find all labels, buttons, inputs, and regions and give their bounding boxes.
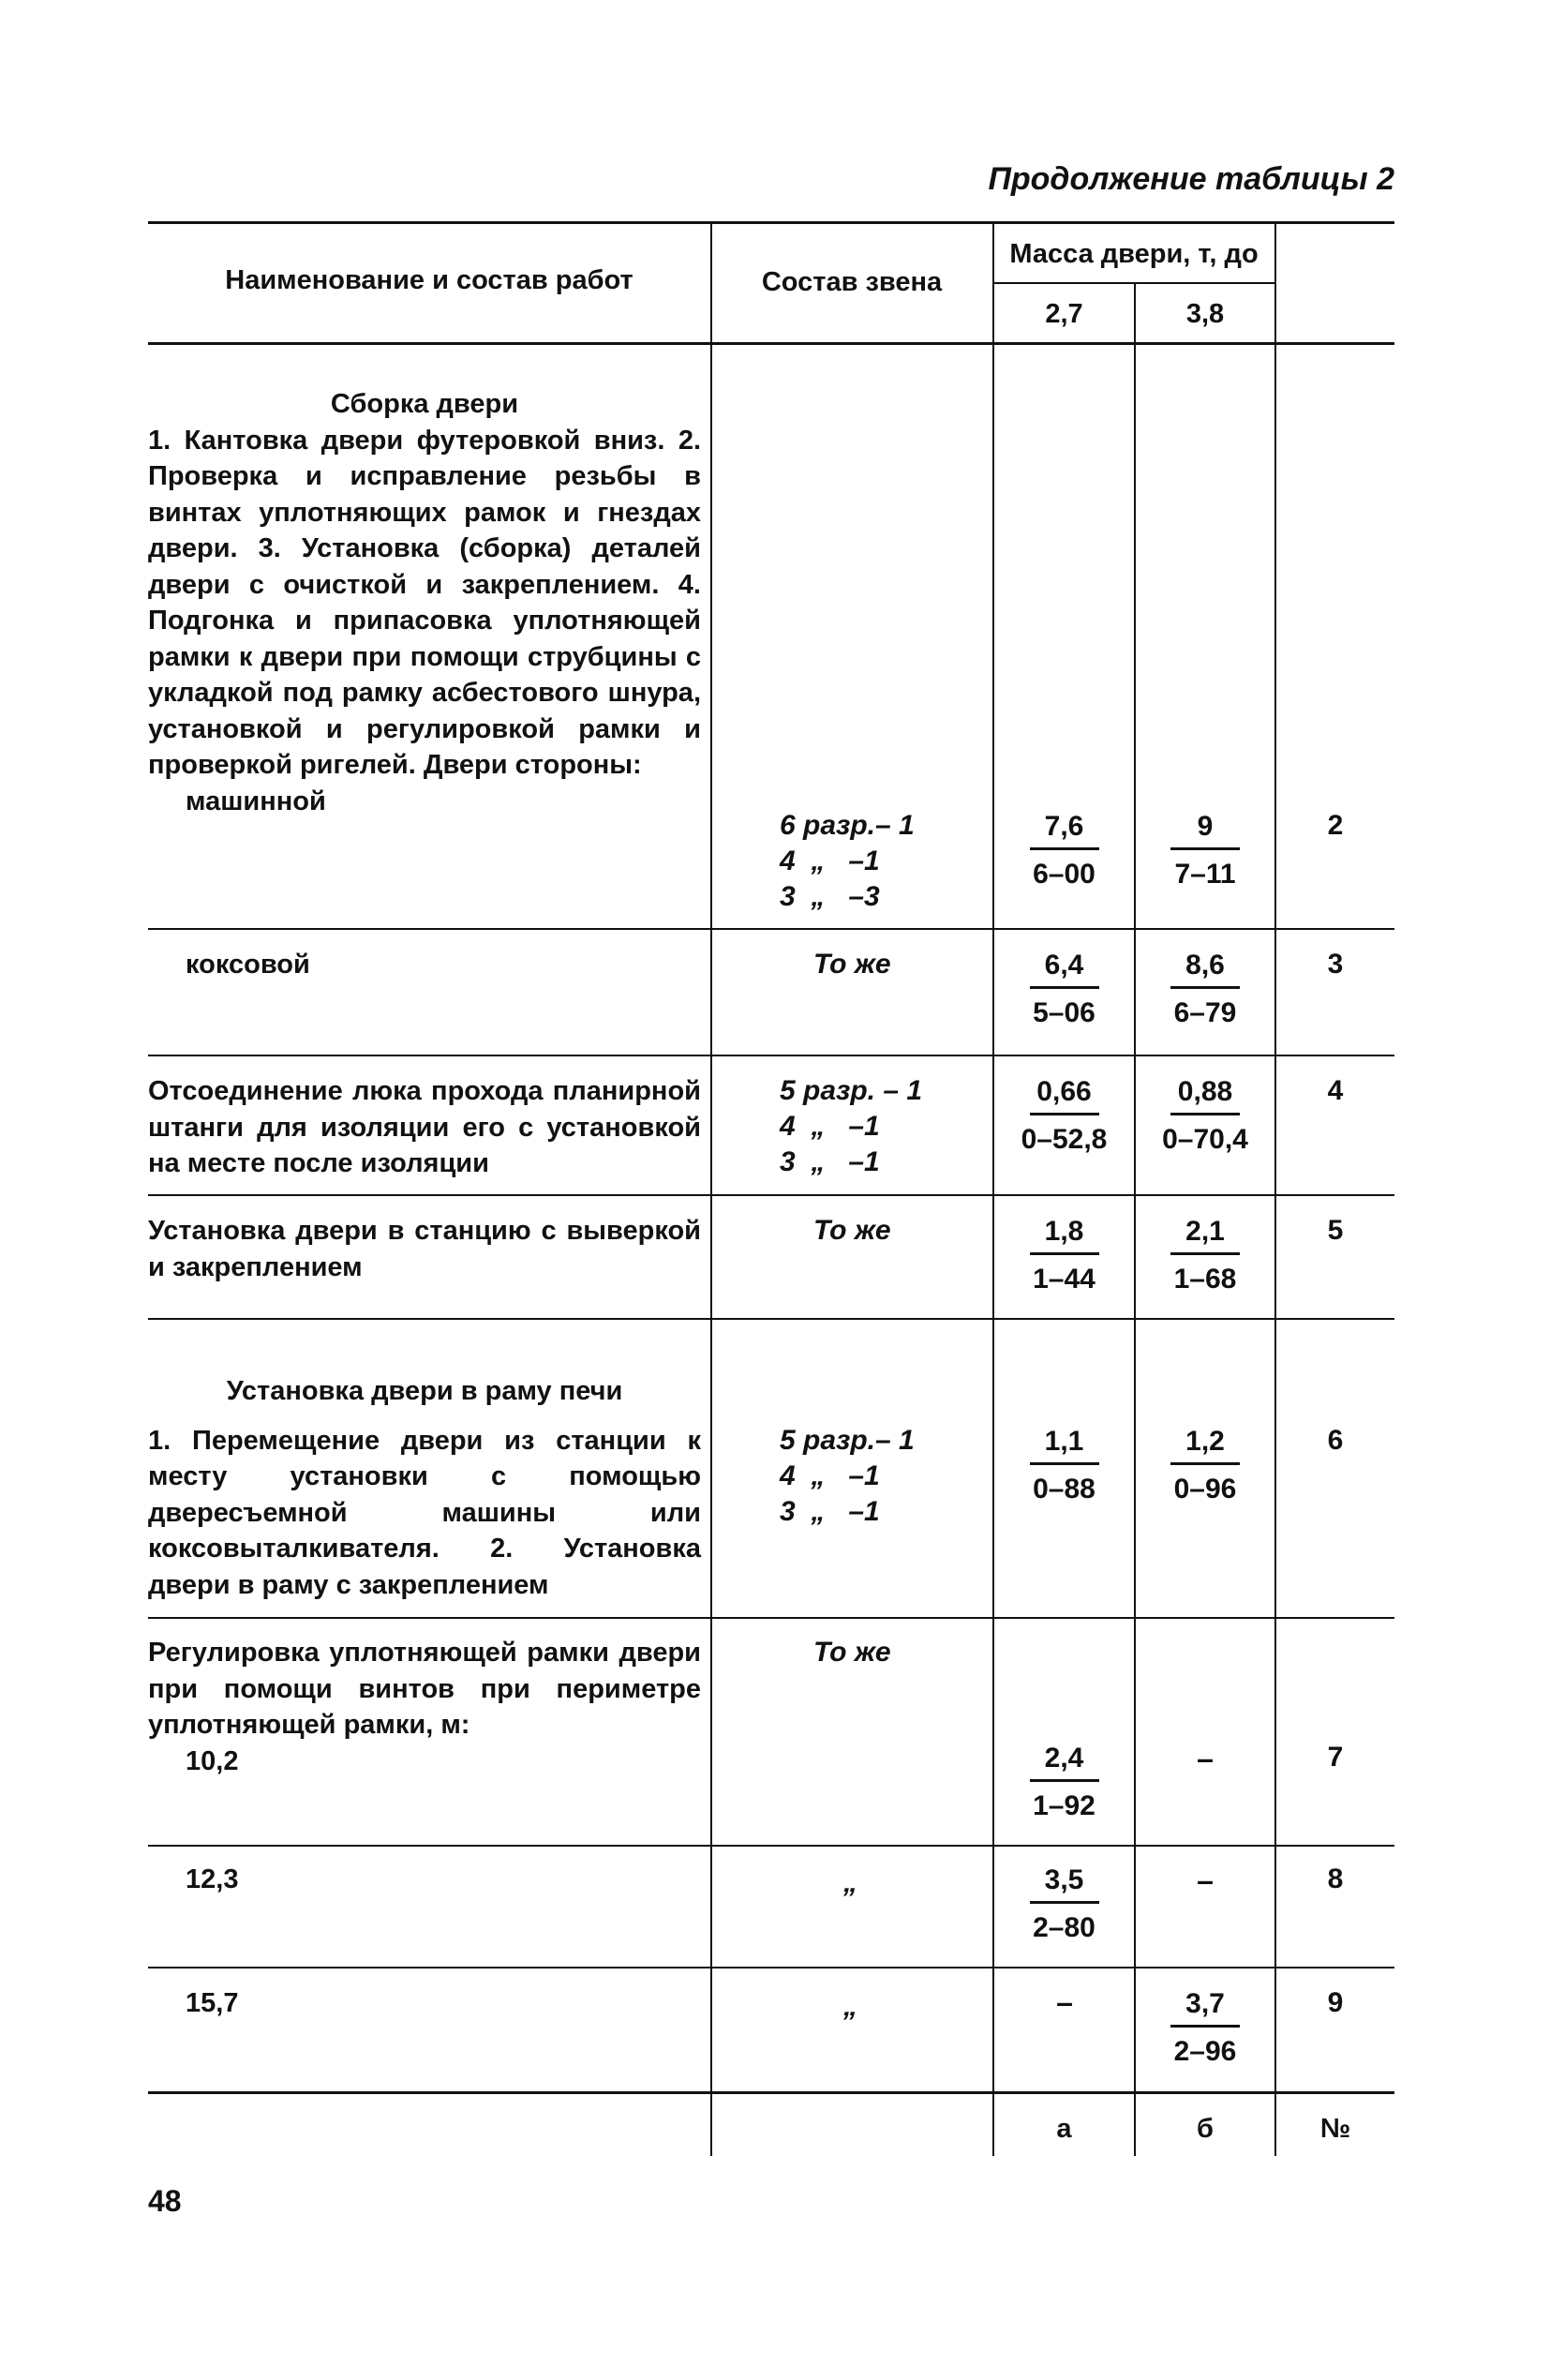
row3-mass-a	[994, 1073, 1134, 1159]
row3-description: Отсоединение люка прохода планирной штанги для изоляции его с установкой на месте после изоляции	[148, 1076, 701, 1178]
row5-mass-a-norm: 1,1	[1044, 1426, 1084, 1457]
row4-mass-b-norm: 2,1	[1185, 1216, 1225, 1247]
row6-text: Регулировка уплотняющей рамки двери при помощи винтов при периметре уплотняющей рамки, м:	[148, 1638, 701, 1740]
rule-row1	[148, 928, 1394, 930]
rule-row8	[148, 2091, 1394, 2094]
header-mass: Масса двери, т, до	[1009, 239, 1259, 269]
row8-mass-b	[1136, 1985, 1274, 2071]
row4-description: Установка двери в станцию с выверкой и закреплением	[148, 1216, 701, 1282]
row2-mass-a	[994, 947, 1134, 1032]
row1-mass-a-norm: 7,6	[1044, 811, 1084, 842]
row8-mass-b-price: 2–96	[1173, 2036, 1237, 2067]
row7-mass-a	[994, 1862, 1134, 1947]
header-mass-b: 3,8	[1185, 299, 1225, 329]
row5-mass-b-price: 0–96	[1173, 1474, 1237, 1504]
header-name: Наименование и состав работ	[225, 265, 633, 295]
row4-number: 5	[1327, 1215, 1344, 1246]
row1-number: 2	[1327, 810, 1344, 841]
row7-sub: 12,3	[186, 1864, 239, 1894]
rule-row4	[148, 1318, 1394, 1320]
header-mass-a: 2,7	[1045, 299, 1083, 329]
row8-description	[148, 1985, 701, 2022]
rule-top	[148, 221, 1394, 224]
row4-mass-a	[994, 1213, 1134, 1298]
row1-mass-b	[1136, 808, 1274, 893]
row1-crew: 6 разр.– 1 4 „ –1 3 „ –3	[780, 810, 915, 912]
row3-number: 4	[1327, 1075, 1344, 1106]
row1-mass-b-price: 7–11	[1174, 859, 1236, 890]
row4-crew: То же	[813, 1215, 891, 1246]
footer-col-b: б	[1197, 2114, 1214, 2144]
row1-mass-a-price: 6–00	[1033, 859, 1095, 890]
row5-mass-b-norm: 1,2	[1185, 1426, 1225, 1457]
row7-crew: „	[843, 1867, 857, 1898]
vrule-name	[710, 221, 712, 2156]
row6-sub: 10,2	[186, 1745, 239, 1776]
row1-sub: машинной	[186, 786, 326, 816]
row8-mass-b-norm: 3,7	[1185, 1988, 1225, 2019]
row5-description	[148, 1373, 701, 1603]
row5-mass-b	[1136, 1423, 1274, 1508]
row6-mass-a-price: 1–92	[1033, 1790, 1095, 1821]
row5-crew: 5 разр.– 1 4 „ –1 3 „ –1	[780, 1425, 915, 1527]
row8-number: 9	[1327, 1987, 1344, 2018]
row2-sub: коксовой	[186, 950, 310, 980]
row3-mass-b-norm: 0,88	[1177, 1076, 1233, 1107]
row7-number: 8	[1327, 1864, 1344, 1894]
row2-crew: То же	[813, 949, 891, 980]
footer-col-a: а	[1056, 2114, 1072, 2144]
rule-row7	[148, 1967, 1394, 1968]
rule-row2	[148, 1055, 1394, 1056]
page-number: 48	[148, 2184, 182, 2218]
row8-sub: 15,7	[186, 1988, 239, 2018]
row6-number: 7	[1327, 1742, 1344, 1773]
row3-mass-a-price: 0–52,8	[1021, 1124, 1108, 1155]
row1-description	[148, 386, 701, 819]
row7-mass-a-norm: 3,5	[1044, 1864, 1084, 1895]
row5-number: 6	[1327, 1425, 1344, 1456]
row2-number: 3	[1327, 949, 1344, 980]
row6-crew: То же	[813, 1637, 891, 1668]
row2-mass-b-norm: 8,6	[1185, 950, 1225, 980]
row5-heading: Установка двери в раму печи	[226, 1376, 623, 1406]
row5-text: 1. Перемещение двери из станции к месту установки с помощью двересъемной машины или коксовыталкивателя. 2. Установка двери в раму с закреплением	[148, 1425, 701, 1600]
row7-description	[148, 1862, 701, 1898]
row4-mass-a-norm: 1,8	[1044, 1216, 1084, 1247]
row3-mass-a-norm: 0,66	[1036, 1076, 1092, 1107]
row1-mass-a	[994, 808, 1134, 893]
row6-mass-a-norm: 2,4	[1044, 1743, 1084, 1774]
table-caption: Продолжение таблицы 2	[988, 161, 1394, 197]
row5-mass-a	[994, 1423, 1134, 1508]
row3-crew: 5 разр. – 1 4 „ –1 3 „ –1	[780, 1075, 923, 1177]
row3-mass-b-price: 0–70,4	[1162, 1124, 1248, 1155]
row1-heading: Сборка двери	[330, 389, 519, 419]
row2-mass-a-norm: 6,4	[1044, 950, 1084, 980]
row1-text: 1. Кантовка двери футеровкой вниз. 2. Проверка и исправление резьбы в винтах уплотняющих рамок и гнездах двери. 3. Установка (сборка) деталей двери с очисткой и закреплением. 4. Подгонка и припасовка уплотняющей рамки к двери при помощи струбцины с укладкой под рамку асбестового шнура, установкой и регулировкой рамки и проверкой ригелей. Двери стороны:	[148, 425, 701, 780]
row8-crew: „	[843, 1991, 857, 2022]
row5-mass-a-price: 0–88	[1033, 1474, 1095, 1504]
rule-row6	[148, 1845, 1394, 1847]
row4-mass-b	[1136, 1213, 1274, 1298]
row6-mass-b-dash: –	[1197, 1742, 1214, 1775]
row8-mass-a-dash: –	[1056, 1985, 1073, 2019]
row2-description	[148, 947, 701, 983]
row3-mass-b	[1136, 1073, 1274, 1159]
row7-mass-b-dash: –	[1197, 1864, 1214, 1897]
row4-mass-b-price: 1–68	[1173, 1264, 1237, 1295]
row6-description	[148, 1635, 701, 1779]
footer-col-no: №	[1319, 2114, 1351, 2144]
row6-mass-a	[994, 1740, 1134, 1825]
row2-mass-b	[1136, 947, 1274, 1032]
header-crew: Состав звена	[761, 267, 943, 297]
rule-row3	[148, 1194, 1394, 1196]
rule-header-bottom	[148, 342, 1394, 345]
row2-mass-a-price: 5–06	[1033, 997, 1095, 1028]
row7-mass-a-price: 2–80	[1033, 1912, 1095, 1943]
row2-mass-b-price: 6–79	[1173, 997, 1237, 1028]
row4-mass-a-price: 1–44	[1033, 1264, 1095, 1295]
row1-mass-b-norm: 9	[1197, 811, 1214, 842]
rule-row5	[148, 1617, 1394, 1619]
